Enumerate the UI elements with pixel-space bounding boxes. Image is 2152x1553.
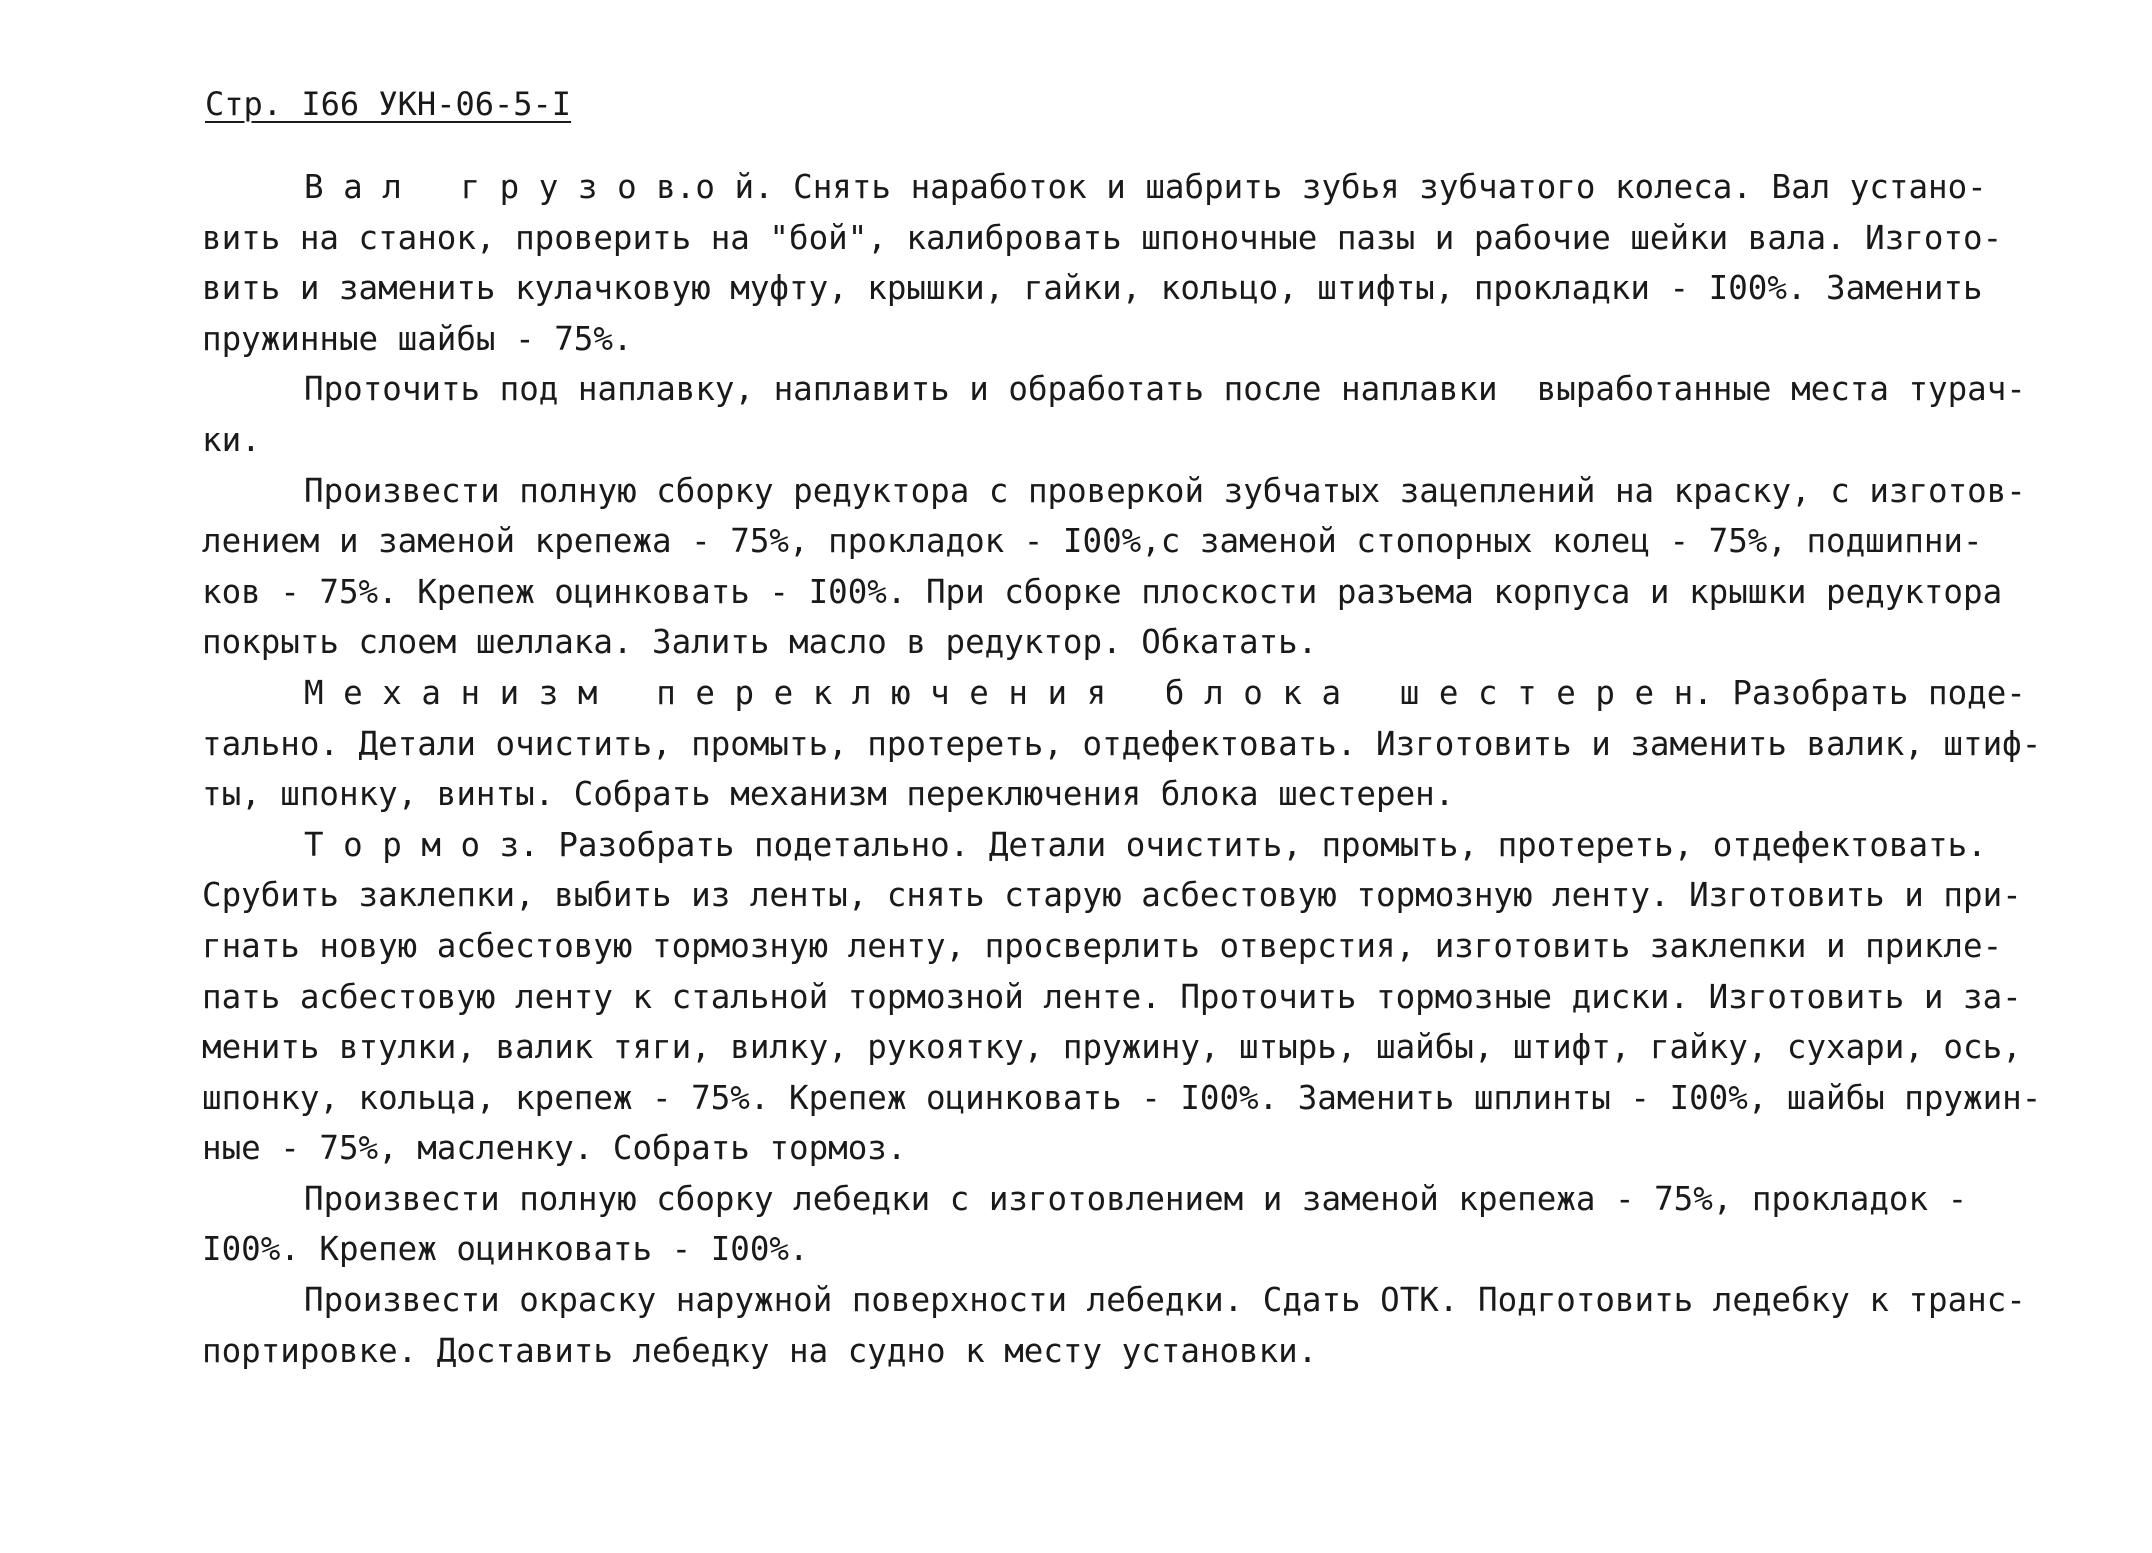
text-line: вить и заменить кулачковую муфту, крышки, гайки, кольцо, штифты, прокладки - I00%. Заменить <box>202 269 1983 308</box>
text-line: Произвести полную сборку редуктора с проверкой зубчатых зацеплений на краску, с изготов- <box>304 471 2026 510</box>
text-line: Произвести полную сборку лебедки с изготовлением и заменой крепежа - 75%, прокладок - <box>304 1179 1968 1218</box>
text-line: В а л г р у з о в.о й. Снять наработок и шабрить зубья зубчатого колеса. Вал устано- <box>304 168 1987 206</box>
text-line: пать асбестовую ленту к стальной тормозной ленте. Проточить тормозные диски. Изготовить и за- <box>202 977 2022 1016</box>
text-line: пружинные шайбы - 75%. <box>202 319 633 358</box>
text-line: ки. <box>202 420 261 459</box>
document-body <box>202 162 2102 1376</box>
page-header: Стр. I66 УКН-06-5-I <box>205 85 572 123</box>
text-line: ты, шпонку, винты. Собрать механизм переключения блока шестерен. <box>202 775 1455 814</box>
text-line: Произвести окраску наружной поверхности лебедки. Сдать ОТК. Подготовить ледебку к транс- <box>304 1281 2026 1320</box>
text-line: I00%. Крепеж оцинковать - I00%. <box>202 1230 809 1269</box>
text-line: Срубить заклепки, выбить из ленты, снять старую асбестовую тормозную ленту. Изготовить и при- <box>202 876 2022 915</box>
text-line: ные - 75%, масленку. Собрать тормоз. <box>202 1129 907 1168</box>
text-line: тально. Детали очистить, промыть, протереть, отдефектовать. Изготовить и заменить валик, штиф- <box>202 724 2042 763</box>
text-line: гнать новую асбестовую тормозную ленту, просверлить отверстия, изготовить заклепки и прикле- <box>202 926 2003 965</box>
text-line: менить втулки, валик тяги, вилку, рукоятку, пружину, штырь, шайбы, штифт, гайку, сухари, ось, <box>202 1028 2022 1067</box>
text-line: вить на станок, проверить на "бой", калибровать шпоночные пазы и рабочие шейки вала. Изгото- <box>202 218 2003 257</box>
text-line: М е х а н и з м п е р е к л ю ч е н и я б л о к а ш е с т е р е н. Разобрать поде- <box>304 673 2026 712</box>
text-line: лением и заменой крепежа - 75%, прокладок - I00%,с заменой стопорных колец - 75%, подшипни- <box>202 522 1983 561</box>
text-line: Т о р м о з. Разобрать подетально. Детали очистить, промыть, протереть, отдефектовать. <box>304 825 1987 864</box>
text-line: Проточить под наплавку, наплавить и обработать после наплавки выработанные места турач- <box>304 370 2026 409</box>
text-line: покрыть слоем шеллака. Залить масло в редуктор. Обкатать. <box>202 623 1318 662</box>
text-line: портировке. Доставить лебедку на судно к месту установки. <box>202 1331 1318 1370</box>
text-line: шпонку, кольца, крепеж - 75%. Крепеж оцинковать - I00%. Заменить шплинты - I00%, шайбы пружин- <box>202 1078 2042 1117</box>
text-line: ков - 75%. Крепеж оцинковать - I00%. При сборке плоскости разъема корпуса и крышки редуктора <box>202 572 2003 611</box>
